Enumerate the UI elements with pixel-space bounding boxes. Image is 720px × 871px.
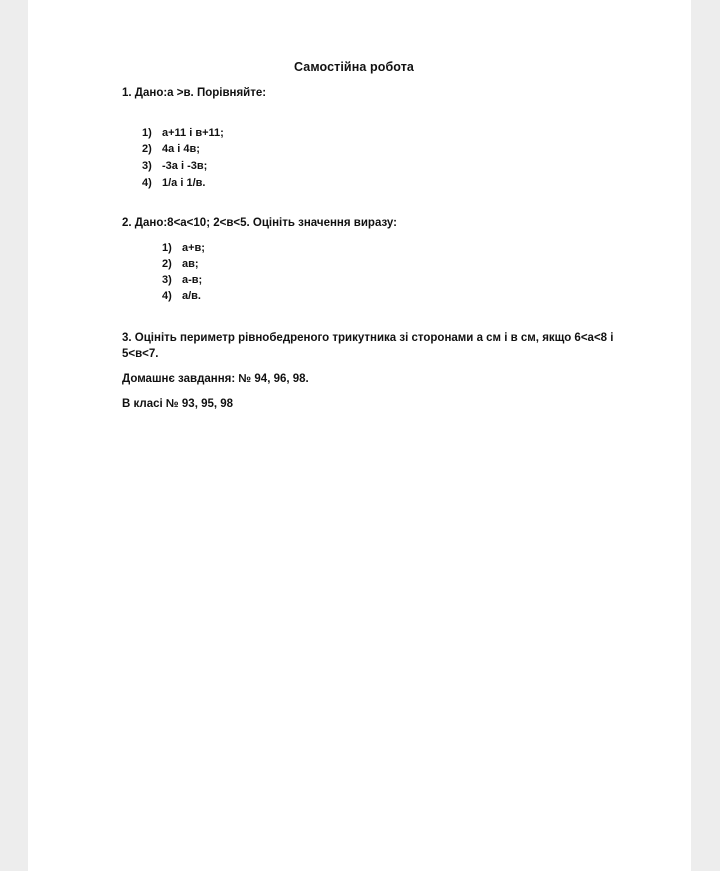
task1-item-1-number: 1) xyxy=(142,127,152,139)
task1-item-4-text: 1/а і 1/в. xyxy=(162,177,206,189)
task1-item-1-text: а+11 і в+11; xyxy=(162,127,224,139)
task1-item-2 xyxy=(142,143,200,155)
task1-item-4 xyxy=(142,177,205,189)
task2-item-2-number: 2) xyxy=(162,258,172,270)
task2-item-4-text: а/в. xyxy=(182,290,201,302)
task2-item-4 xyxy=(162,290,201,302)
task3-text-line-1: 3. Оцініть периметр рівнобедреного трикутника зі сторонами а см і в см, якщо 6<а<8 і xyxy=(122,332,614,344)
task2-heading: 2. Дано:8<а<10; 2<в<5. Оцініть значення виразу: xyxy=(122,217,397,229)
task1-item-1 xyxy=(142,127,224,139)
task1-item-2-text: 4а і 4в; xyxy=(162,143,200,155)
task2-item-3 xyxy=(162,274,202,286)
document-title: Самостійна робота xyxy=(294,60,414,74)
in-class-line: В класі № 93, 95, 98 xyxy=(122,398,234,410)
task2-item-2 xyxy=(162,258,199,270)
task2-item-1 xyxy=(162,242,205,254)
task3-text-line-2: 5<в<7. xyxy=(122,348,159,360)
task2-item-3-text: а-в; xyxy=(182,274,203,286)
task1-item-3-text: -3а і -3в; xyxy=(162,160,208,172)
task1-item-3-number: 3) xyxy=(142,160,152,172)
document-page xyxy=(28,0,691,871)
task1-heading: 1. Дано:а >в. Порівняйте: xyxy=(122,87,267,99)
task2-item-4-number: 4) xyxy=(162,290,172,302)
task2-item-1-number: 1) xyxy=(162,242,172,254)
task1-item-3 xyxy=(142,160,207,172)
task1-item-4-number: 4) xyxy=(142,177,152,189)
task2-item-2-text: ав; xyxy=(182,258,199,270)
homework-line: Домашнє завдання: № 94, 96, 98. xyxy=(122,373,309,385)
task2-item-1-text: а+в; xyxy=(182,242,205,254)
task1-item-2-number: 2) xyxy=(142,143,152,155)
task2-item-3-number: 3) xyxy=(162,274,172,286)
